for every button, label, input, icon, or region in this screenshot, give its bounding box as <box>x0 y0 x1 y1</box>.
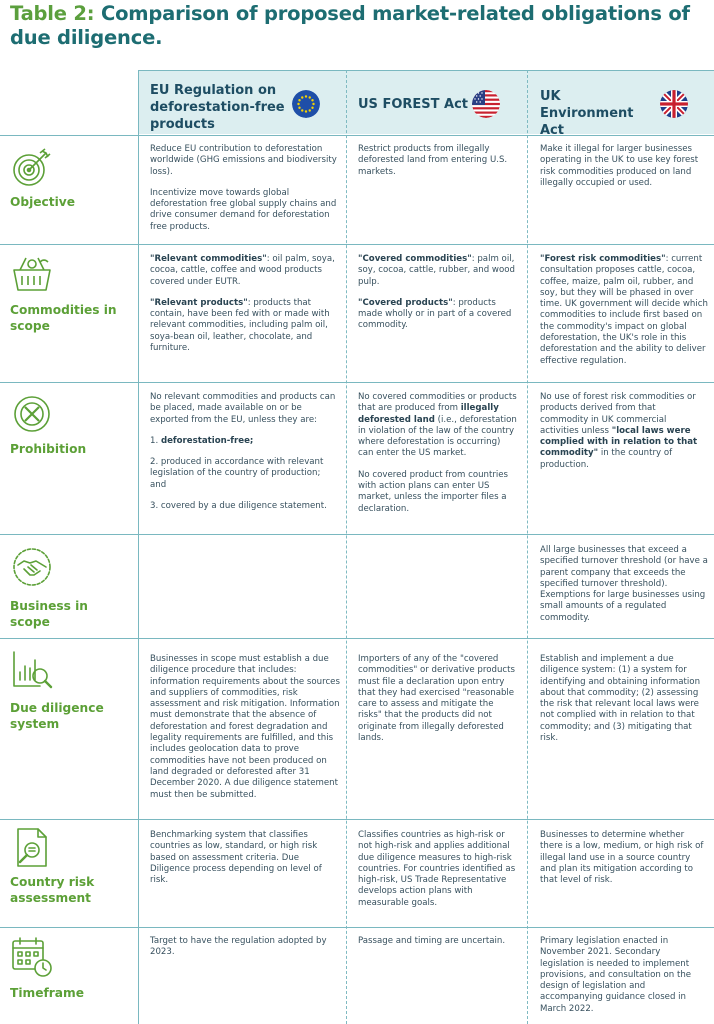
cell-text: Businesses in scope must establish a due diligence procedure that includes: information requirements about the sources and suppliers of commodities, risk assessment and risk mitigation. Information must demonstrate that the absence of deforestation and forest degradation and legality requirements are fulfilled, and this includes geolocation data to prove commodities have not been produced on land degraded or deforested after 31 December 2020. A due diligence statement must then be submitted. <box>150 654 340 800</box>
cell-text: No covered commodities or products that are produced from <box>358 392 517 414</box>
cell-bold-term: "Covered commodities" <box>358 254 472 264</box>
column-header-eu: EU Regulation on deforestation-free products <box>150 83 285 132</box>
cell-bold-term: "Relevant products" <box>150 297 248 308</box>
page-title <box>10 2 700 50</box>
row-label-prohibition: Prohibition <box>10 442 87 456</box>
target-icon <box>10 145 54 189</box>
document-search-icon <box>10 826 54 870</box>
cell-countryrisk-eu <box>150 830 338 886</box>
cell-text: : products made wholly or in part of a covered commodity. <box>358 297 512 331</box>
cell-bold-term: "Relevant commodities" <box>150 254 267 264</box>
cell-commodities-uk <box>540 254 708 367</box>
cell-text: Target to have the regulation adopted by 2023. <box>150 936 327 958</box>
row-divider <box>0 638 714 639</box>
cell-text: Restrict products from illegally deforested land from entering U.S. markets. <box>358 144 508 177</box>
cell-text: : current consultation proposes cattle, cocoa, coffee, maize, palm oil, rubber, and soy, but they will be phased in over time. UK government will decide which commodities to include first based on the commodity's impact on global deforestation, the UK's role in this deforestation and the ability to deliver effective regulation. <box>540 254 708 366</box>
list-number: 1. <box>150 435 161 446</box>
cell-timeframe-uk <box>540 936 706 1015</box>
row-divider <box>0 534 714 535</box>
uk-flag-icon <box>660 90 688 118</box>
handshake-icon <box>10 545 54 589</box>
row-label-commodities: Commodities in scope <box>10 303 117 333</box>
list-item: 3. covered by a due diligence statement. <box>150 501 327 512</box>
cell-text: Businesses to determine whether there is a low, medium, or high risk of illegal land use in a source country and plan its mitigation according to that level of risk. <box>540 830 704 886</box>
cell-timeframe-us <box>358 936 520 947</box>
eu-flag-icon <box>292 90 320 118</box>
cell-duediligence-us <box>358 654 520 744</box>
list-item: 2. produced in accordance with relevant legislation of the country of production; and <box>150 457 324 490</box>
basket-icon <box>10 252 54 296</box>
row-label-objective: Objective <box>10 195 75 209</box>
row-label-column-rule <box>138 70 139 1024</box>
cell-countryrisk-us <box>358 830 520 909</box>
column-divider-1 <box>346 70 347 1024</box>
calendar-clock-icon <box>10 935 54 979</box>
chart-magnifier-icon <box>10 648 54 692</box>
cell-duediligence-eu <box>150 654 340 801</box>
cell-duediligence-uk <box>540 654 708 744</box>
cell-text: Incentivize move towards global deforestation free global supply chains and drive consumer demand for deforestation free products. <box>150 187 337 232</box>
cell-business-uk <box>540 545 708 624</box>
cell-text: Primary legislation enacted in November 2021. Secondary legislation is needed to implement provisions, and consultation on the design of legislation and accompanying guidance closed in March 2022. <box>540 936 692 1014</box>
cell-text: : oil palm, soya, cocoa, cattle, coffee and wood products covered under EUTR. <box>150 254 335 287</box>
cell-prohibition-uk <box>540 392 706 471</box>
cell-text: Benchmarking system that classifies countries as low, standard, or high risk based on assessment criteria. Due Diligence process depending on level of risk. <box>150 830 322 886</box>
cell-text: No covered product from countries with action plans can enter US market, unless the importer files a declaration. <box>358 469 509 514</box>
row-divider <box>0 382 714 383</box>
cell-text: (i.e., deforestation in violation of the law of the country where deforestation is occurring) can enter the US market. <box>358 414 517 459</box>
row-label-countryrisk: Country risk assessment <box>10 875 95 905</box>
prohibition-icon <box>10 392 54 436</box>
cell-prohibition-eu <box>150 392 338 512</box>
cell-text: Reduce EU contribution to deforestation worldwide (GHG emissions and biodiversity loss). <box>150 144 337 177</box>
cell-commodities-eu <box>150 254 338 354</box>
cell-objective-us <box>358 144 520 178</box>
cell-objective-eu <box>150 144 338 233</box>
cell-text: Classifies countries as high-risk or not high-risk and applies additional due diligence measures to high-risk countries. For countries identified as high-risk, US Trade Representative develops action plans with measurable goals. <box>358 830 516 908</box>
cell-text: Passage and timing are uncertain. <box>358 936 506 946</box>
column-divider-2 <box>527 70 528 1024</box>
cell-text: Make it illegal for larger businesses operating in the UK to use key forest risk commodities produced on land illegally occupied or used. <box>540 144 699 188</box>
cell-text: No relevant commodities and products can be placed, made available on or be exported from the EU, unless they are: <box>150 392 336 425</box>
us-flag-icon <box>472 90 500 118</box>
cell-objective-uk <box>540 144 706 189</box>
cell-text: No use of forest risk commodities or products derived from that commodity in UK commercial activities unless <box>540 392 696 436</box>
cell-bold-term: "local laws were complied with in relation to that commodity" <box>540 425 698 459</box>
table-number: Table 2: <box>10 2 95 25</box>
cell-bold-term: deforestation-free; <box>160 435 254 446</box>
cell-bold-term: "Forest risk commodities" <box>540 254 666 264</box>
cell-commodities-us <box>358 254 516 332</box>
header-top-rule <box>138 70 714 71</box>
row-label-business: Business in scope <box>10 599 88 629</box>
table-title: Comparison of proposed market-related obligations of due diligence. <box>10 2 690 49</box>
row-label-timeframe: Timeframe <box>10 986 84 1000</box>
cell-prohibition-us <box>358 392 518 515</box>
cell-text: Importers of any of the "covered commodities" or derivative products must file a declaration upon entry that they had exercised "reasonable care to assess and mitigate the risks" that the products did not originate from illegally deforested lands. <box>358 654 515 744</box>
row-label-duediligence: Due diligence system <box>10 701 104 731</box>
cell-text: All large businesses that exceed a specified turnover threshold (or have a parent company that exceeds the specified turnover threshold). Exemptions for large businesses using small amounts of a regulated commodity. <box>540 545 708 623</box>
row-divider <box>0 135 714 136</box>
cell-timeframe-eu <box>150 936 338 959</box>
cell-countryrisk-uk <box>540 830 706 886</box>
cell-text: : palm oil, soy, cocoa, cattle, rubber, and wood pulp. <box>358 254 515 287</box>
cell-text: : products that contain, have been fed with or made with relevant commodities, including palm oil, soya-bean oil, leather, chocolate, and furniture. <box>150 297 330 354</box>
cell-text: Establish and implement a due diligence system: (1) a system for identifying and obtaining information about that commodity; (2) assessing the risk that relevant local laws were not complied with in relation to that commodity; and (3) mitigating that risk. <box>540 654 701 744</box>
column-header-us: US FOREST Act <box>358 97 469 112</box>
cell-bold-term: "Covered products" <box>358 297 453 308</box>
row-divider <box>0 927 714 928</box>
column-header-uk: UK Environment Act <box>540 89 634 138</box>
row-divider <box>0 819 714 820</box>
cell-text: in the country of production. <box>540 448 673 470</box>
row-divider <box>0 244 714 245</box>
cell-bold-term: illegally deforested land <box>358 403 499 425</box>
